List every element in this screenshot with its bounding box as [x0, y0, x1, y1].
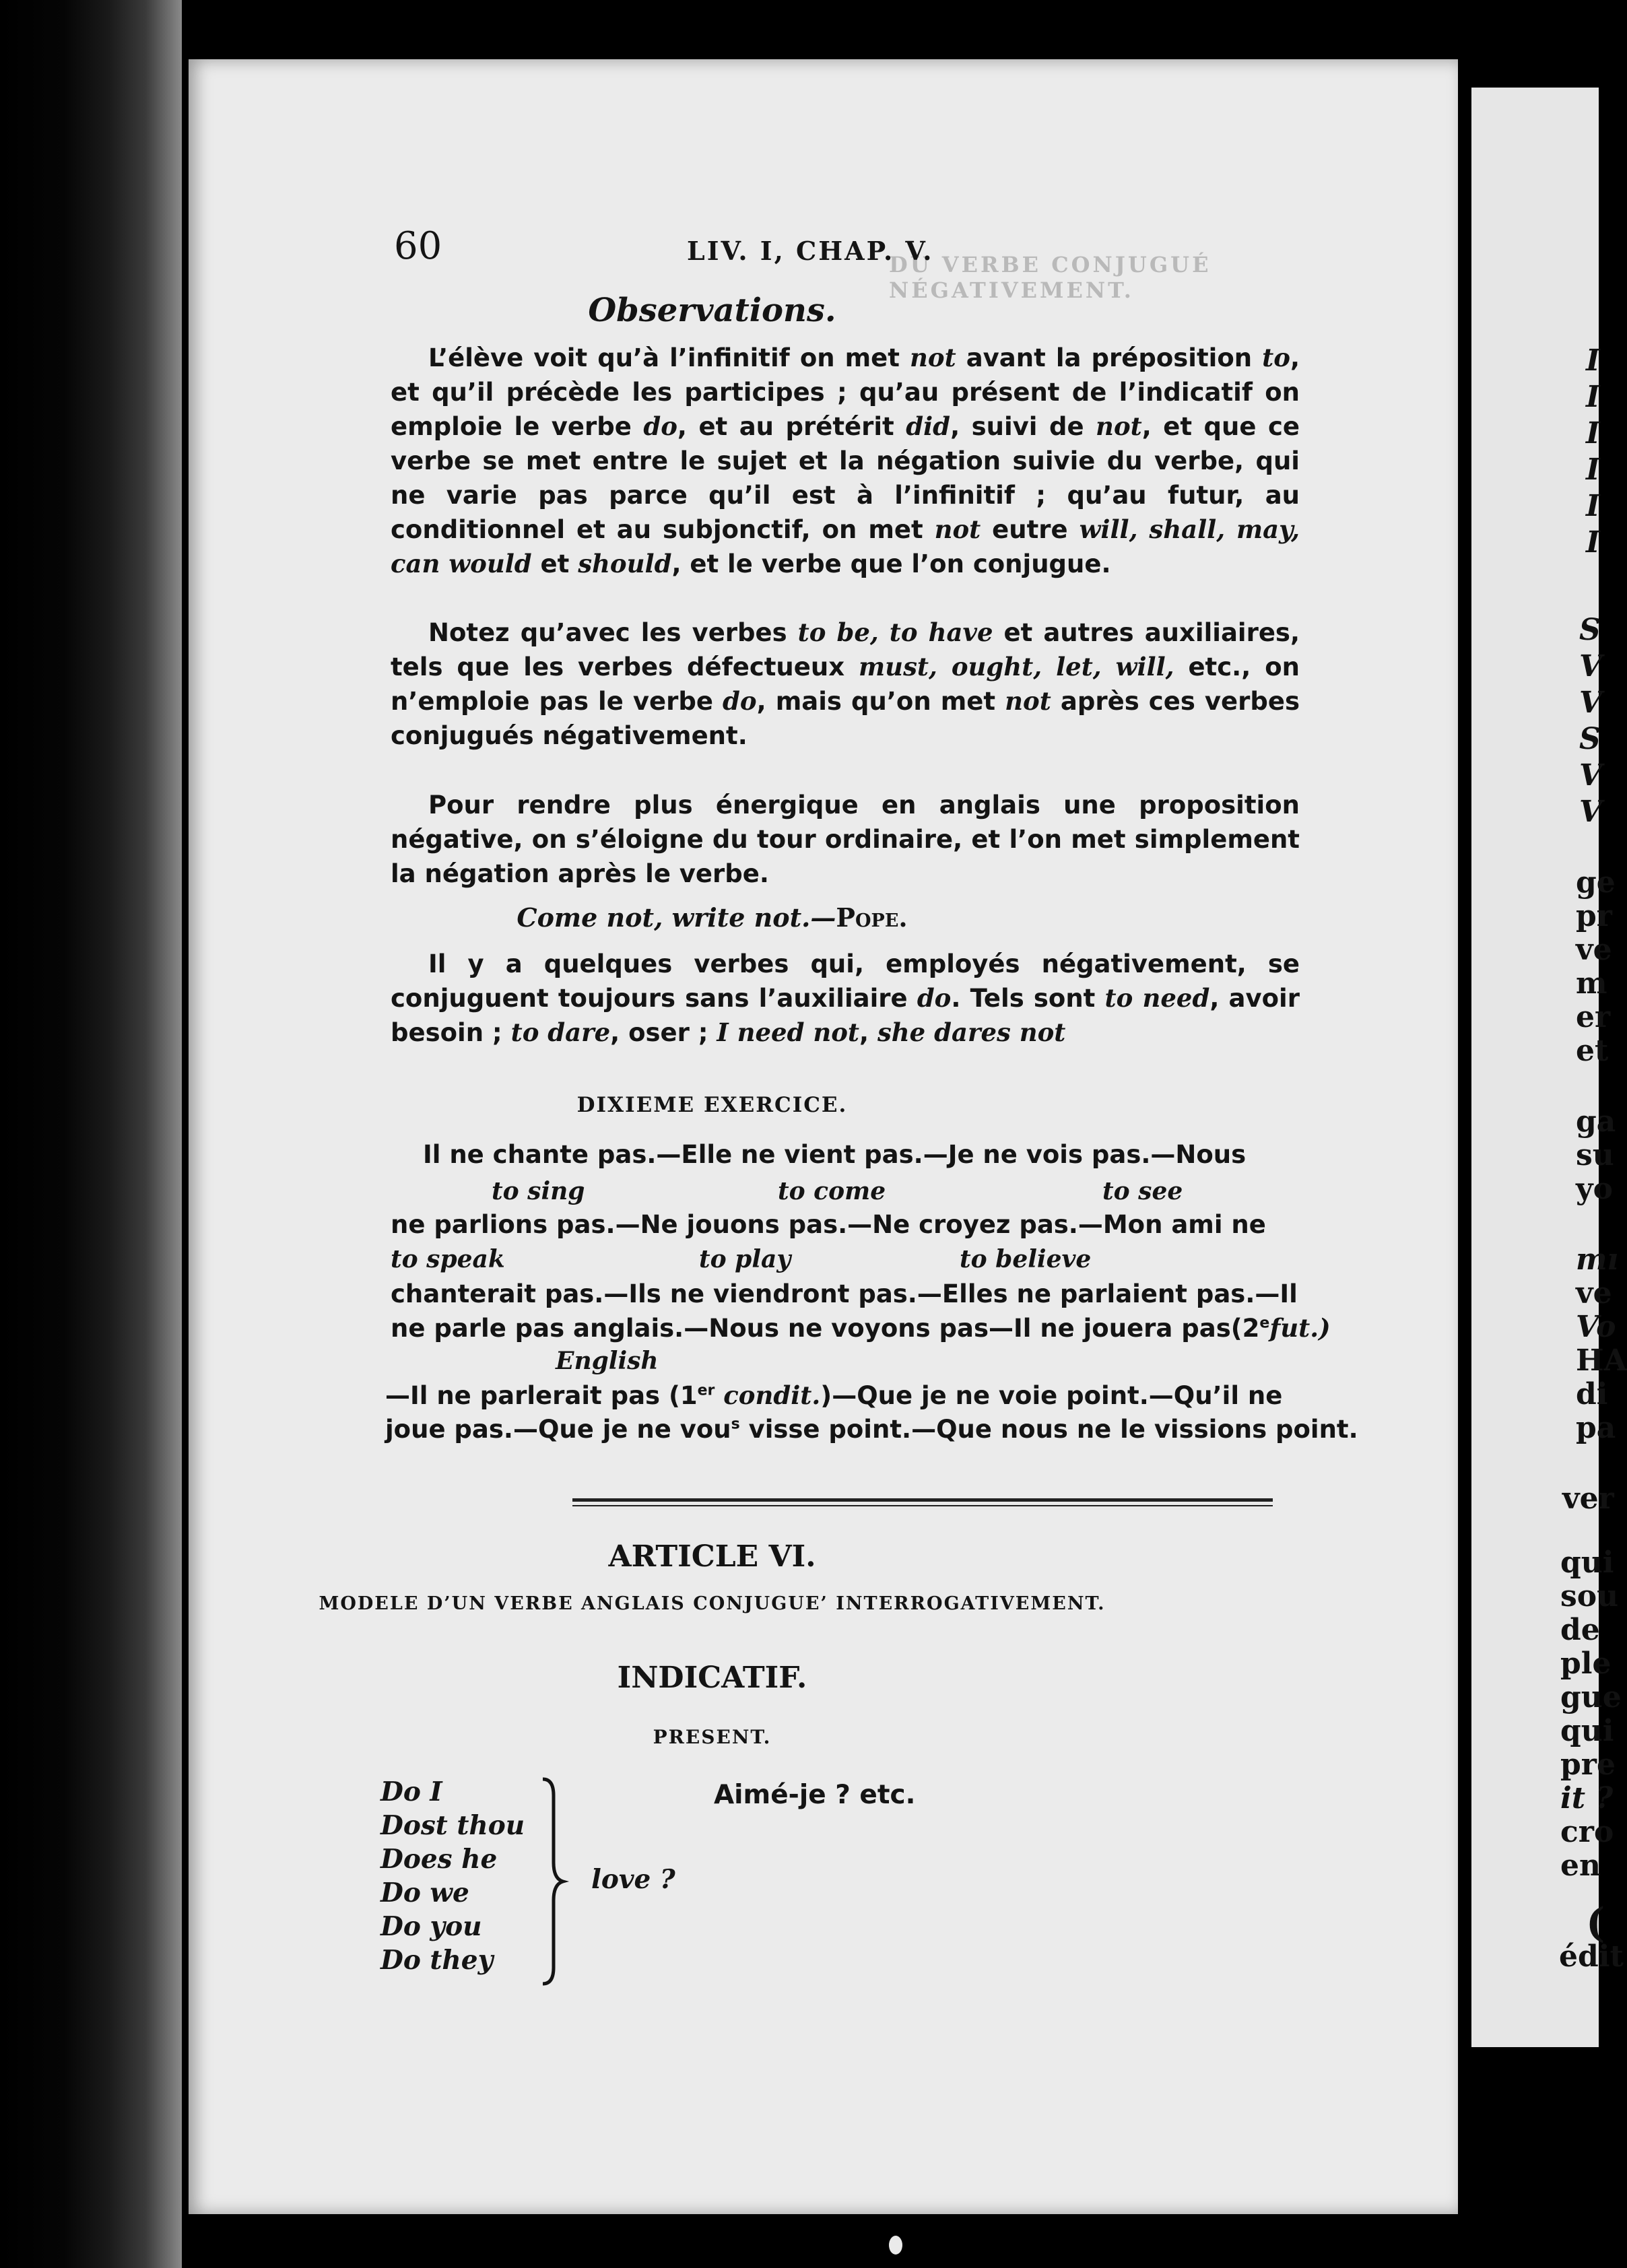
observations-title: Observations. — [588, 292, 836, 329]
tense-heading: PRESENT. — [653, 1726, 772, 1748]
book-gutter-shadow — [0, 0, 182, 2268]
gloss-to-speak: to speak — [391, 1245, 505, 1273]
bleed-through-header: DU VERBE CONJUGUÉ NÉGATIVEMENT. — [889, 252, 1211, 303]
edge-line: HA — [1576, 1343, 1627, 1378]
edge-line: er — [1576, 1000, 1611, 1034]
edge-line: I — [1586, 525, 1600, 560]
edge-line: V — [1579, 686, 1603, 720]
edge-line: V — [1579, 795, 1603, 829]
edge-line: V — [1579, 649, 1603, 683]
edge-line: édit — [1559, 1939, 1624, 1974]
book-page — [189, 59, 1458, 2214]
gloss-to-believe: to believe — [960, 1245, 1092, 1273]
gloss-to-see: to see — [1102, 1177, 1183, 1205]
edge-line: ( — [1586, 1900, 1605, 1947]
edge-line: I — [1586, 453, 1600, 487]
exercise-line-6: joue pas.—Que je ne vou$^s$ visse point.—Que nous ne le vissions point. — [385, 1415, 1358, 1444]
gloss-to-play: to play — [699, 1245, 791, 1273]
edge-line: I — [1586, 489, 1600, 523]
mood-heading: INDICATIF. — [617, 1661, 807, 1695]
observations-paragraph-3: Pour rendre plus énergique en anglais une proposition négative, on s’éloigne du tour ordinaire, et l’on met simplement la négation après le verbe. — [391, 791, 1300, 888]
edge-line: mı — [1576, 1242, 1619, 1277]
exercise-line-3: chanterait pas.—Ils ne viendront pas.—Elles ne parlaient pas.—Il — [391, 1279, 1298, 1308]
gloss-english: English — [556, 1347, 659, 1375]
edge-line: qui — [1560, 1714, 1614, 1748]
edge-line: ple — [1560, 1646, 1612, 1681]
subject-dost-thou: Dost thou — [380, 1810, 525, 1841]
edge-line: de — [1560, 1613, 1600, 1647]
subject-do-you: Do you — [380, 1911, 482, 1942]
section-rule-thin — [572, 1505, 1273, 1506]
exercise-line-4: ne parle pas anglais.—Nous ne voyons pas—Il ne jouera pas(2efut.) — [391, 1313, 1331, 1343]
edge-line: ver — [1562, 1481, 1614, 1516]
edge-line: di — [1576, 1377, 1608, 1411]
article-title: ARTICLE VI. — [608, 1539, 816, 1574]
article-subtitle: MODELE D’UN VERBE ANGLAIS CONJUGUE’ INTERROGATIVEMENT. — [319, 1593, 1106, 1614]
observations-paragraph-2: Notez qu’avec les verbes to be, to have et autres auxiliaires, tels que les verbes défectueux must, ought, let, will, etc., on n’emploie pas le verbe do, mais qu’on met not après ces verbes conjugués négativement. — [391, 618, 1300, 750]
verb-love: love ? — [591, 1864, 675, 1895]
subject-do-i: Do I — [380, 1776, 442, 1807]
section-rule-thick — [572, 1498, 1273, 1502]
edge-line: ve — [1576, 1276, 1612, 1310]
edge-line: ge — [1576, 865, 1616, 900]
edge-line: cro — [1560, 1815, 1614, 1849]
edge-line: ve — [1576, 933, 1612, 967]
edge-line: S — [1579, 722, 1601, 756]
exercise-line-5: —Il ne parlerait pas (1er condit.)—Que je ne voie point.—Qu’il ne — [385, 1380, 1283, 1410]
french-translation: Aimé-je ? etc. — [714, 1780, 916, 1810]
running-head: LIV. I, CHAP. V. — [687, 236, 934, 266]
observations-paragraph-1: L’élève voit qu’à l’infinitif on met not avant la préposition to, et qu’il précède les participes ; qu’au présent de l’indicatif on emploie le verbe do, et au prétérit did, suivi de not, et que ce verbe se met entre le sujet et la négation suivie du verbe, qui ne varie pas parce qu’il est à l’infinitif ; qu’au futur, au conditionnel et au subjonctif, on met not eutre will, shall, may, can would et should, et le verbe que l’on conjugue. — [391, 343, 1300, 578]
page-number: 60 — [394, 224, 442, 268]
edge-line: V — [1579, 758, 1603, 793]
edge-line: et — [1576, 1034, 1609, 1068]
exercise-line-2: ne parlions pas.—Ne jouons pas.—Ne croyez pas.—Mon ami ne — [391, 1210, 1266, 1239]
edge-line: pa — [1576, 1411, 1616, 1445]
observations-paragraph-4: Il y a quelques verbes qui, employés négativement, se conjuguent toujours sans l’auxiliaire do. Tels sont to need, avoir besoin ; to dare, oser ; I need not, she dares not — [391, 949, 1300, 1047]
edge-line: Vo — [1576, 1310, 1616, 1344]
edge-line: yo — [1576, 1172, 1613, 1206]
subject-does-he: Does he — [380, 1844, 498, 1875]
edge-line: pr — [1576, 899, 1612, 933]
edge-line: S — [1579, 613, 1601, 647]
conjugation-brace — [539, 1776, 566, 1987]
exercise-title: DIXIEME EXERCICE. — [576, 1093, 848, 1117]
edge-line: en — [1560, 1848, 1601, 1883]
edge-line: I — [1586, 343, 1600, 378]
facing-page-edge — [1471, 88, 1627, 2047]
gloss-to-come: to come — [778, 1177, 886, 1205]
edge-line: I — [1586, 380, 1600, 414]
edge-line: gue — [1560, 1680, 1622, 1714]
edge-line: qui — [1560, 1545, 1614, 1580]
gloss-to-sing: to sing — [492, 1177, 585, 1205]
edge-line: it ? — [1560, 1781, 1614, 1815]
edge-line: sou — [1560, 1579, 1619, 1613]
scan-dust-mark — [889, 2236, 902, 2255]
subject-do-we: Do we — [380, 1877, 469, 1908]
edge-line: I — [1586, 416, 1600, 451]
exercise-line-1: Il ne chante pas.—Elle ne vient pas.—Je ne vois pas.—Nous — [423, 1140, 1247, 1169]
subject-do-they: Do they — [380, 1945, 494, 1976]
edge-line: m — [1576, 966, 1607, 1001]
pope-quote: Come not, write not.—Pope. — [517, 902, 908, 933]
edge-line: su — [1576, 1138, 1614, 1172]
edge-line: pre — [1560, 1747, 1616, 1782]
edge-line: ga — [1576, 1104, 1616, 1139]
